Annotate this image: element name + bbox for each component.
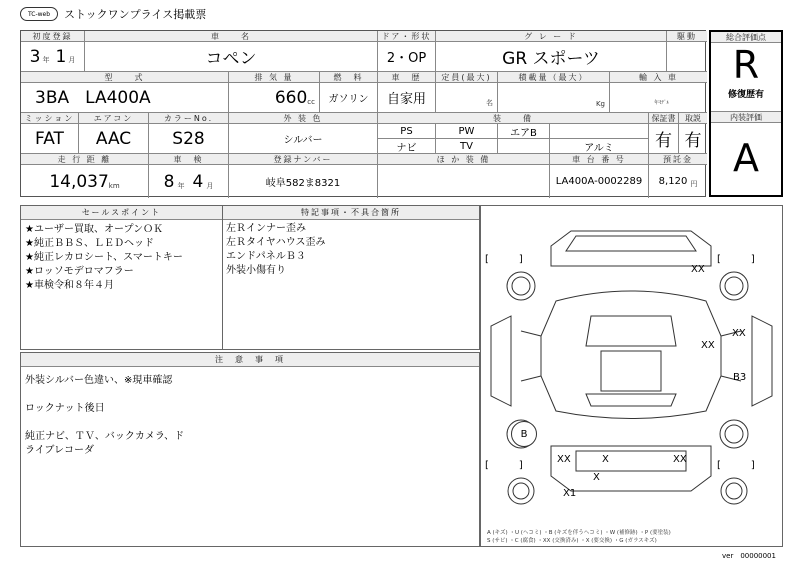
import-value: 年ﾓﾃﾞﾙ: [610, 83, 707, 113]
label-plate: 登録ナンバー: [229, 154, 378, 165]
displacement-value: 660 cc: [229, 83, 320, 113]
car-name-value: コペン: [85, 42, 378, 72]
diagram-legend-2: S (サビ) ・C (腐食) ・XX (交換済み) ・X (要交換) ・G (ガラスキズ): [487, 538, 657, 544]
sales-points-title: セールスポイント: [21, 206, 222, 220]
label-equip: 装 備: [378, 113, 649, 124]
label-mission: ミッション: [21, 113, 79, 124]
door-value: 2・OP: [378, 42, 436, 72]
deposit-value: 8,120 円: [658, 176, 698, 188]
label-first-reg: 初度登録: [21, 31, 85, 42]
damage-mark: XX: [691, 264, 705, 275]
label-load: 積載量（最大）: [498, 72, 610, 83]
total-rating-value: R: [732, 43, 760, 87]
defect-item: 外装小傷有り: [226, 265, 286, 276]
damage-mark: XX: [732, 328, 746, 339]
note-item: 純正ナビ、ＴＶ、バックカメラ、ド: [25, 431, 185, 442]
rating-box: [709, 30, 783, 197]
inspection-value: 8 年 4 月: [149, 165, 229, 198]
equip-empty1: [550, 124, 649, 139]
defect-item: 左Ｒタイヤハウス歪み: [226, 237, 326, 248]
damage-mark: X: [593, 472, 600, 483]
model-value: 3BA LA400A: [21, 83, 229, 113]
notes-title: 注 意 事 項: [21, 353, 479, 367]
sales-point: ★純正ＢＢＳ、ＬＥＤヘッド: [25, 238, 154, 249]
equip-alumi: アルミ: [550, 139, 649, 154]
defects-section: [222, 205, 480, 350]
label-fuel: 燃 料: [320, 72, 378, 83]
label-interior-rating: 内装評価: [711, 112, 781, 123]
note-item: ロックナット後日: [25, 403, 105, 414]
label-color: 外 装 色: [229, 113, 378, 124]
label-chassis: 車 台 番 号: [550, 154, 649, 165]
label-deposit: 預託金: [649, 154, 707, 165]
label-model: 型 式: [21, 72, 229, 83]
label-inspection: 車 検: [149, 154, 229, 165]
equip-tv: TV: [436, 139, 498, 154]
note-item: 外装シルバー色違い、※現車確認: [25, 375, 173, 386]
bracket-bottom-right: [ ]: [717, 460, 755, 471]
damage-diagram: [480, 205, 783, 547]
equip-pw: PW: [436, 124, 498, 139]
damage-mark: XX: [701, 340, 715, 351]
mission-value: FAT: [21, 124, 79, 154]
grade-value: GR スポーツ: [436, 42, 667, 72]
other-equip-value: [378, 165, 550, 198]
damage-mark: B3: [733, 372, 747, 383]
diagram-legend-1: A (キズ) ・U (ヘコミ) ・B (キズを伴うヘコミ) ・W (補修跡) ・P (要塗装): [487, 530, 671, 536]
first-reg-value: 3 年 1 月: [21, 42, 85, 72]
plate-value: 岐阜582ま8321: [229, 165, 378, 198]
total-rating-sub: 修復歴有: [711, 87, 781, 112]
bracket-bottom-left: [ ]: [485, 460, 523, 471]
label-aircon: エアコン: [79, 113, 149, 124]
label-import: 輸 入 車: [610, 72, 707, 83]
defect-item: エンドパネルＢ３: [226, 251, 306, 262]
color-no-value: S28: [149, 124, 229, 154]
label-manual: 取説: [679, 113, 707, 124]
sales-point: ★ユーザー買取、オープンＯＫ: [25, 224, 164, 235]
notes-section: [20, 352, 480, 547]
bracket-top-left: [ ]: [485, 254, 523, 265]
drive-value: [667, 42, 707, 72]
label-total-rating: 総合評価点: [711, 32, 781, 43]
manual-value: 有: [679, 124, 707, 154]
damage-mark: XX: [557, 454, 571, 465]
label-color-no: カラーNo.: [149, 113, 229, 124]
damage-mark: XX: [673, 454, 687, 465]
bracket-top-right: [ ]: [717, 254, 755, 265]
label-car-name: 車 名: [85, 31, 378, 42]
color-value: シルバー: [229, 124, 378, 154]
history-value: 自家用: [378, 83, 436, 113]
page-title: ストックワンプライス掲載票: [64, 8, 207, 21]
label-history: 車 歴: [378, 72, 436, 83]
label-grade: グ レ ー ド: [436, 31, 667, 42]
label-drive: 駆動: [667, 31, 707, 42]
damage-mark: X: [602, 454, 609, 465]
label-displacement: 排 気 量: [229, 72, 320, 83]
load-value: Kg: [498, 83, 610, 113]
damage-mark-circle: B: [511, 421, 537, 447]
aircon-value: AAC: [79, 124, 149, 154]
logo: TC-web: [20, 7, 58, 21]
fuel-value: ガソリン: [320, 83, 378, 113]
warranty-value: 有: [649, 124, 679, 154]
sales-point: ★ロッソモデロマフラー: [25, 266, 134, 277]
equip-ps: PS: [378, 124, 436, 139]
label-warranty: 保証書: [649, 113, 679, 124]
note-item: [25, 388, 479, 402]
defects-title: 特記事項・不具合箇所: [223, 206, 479, 220]
label-other-equip: ほ か 装 備: [378, 154, 550, 165]
chassis-value: LA400A-0002289: [550, 165, 649, 198]
sales-point: ★車検令和８年４月: [25, 280, 114, 291]
damage-mark: X1: [563, 488, 577, 499]
interior-rating-value: A: [733, 136, 759, 180]
sales-point: ★純正レカロシート、スマートキー: [25, 252, 183, 263]
vehicle-info-table: [20, 30, 706, 197]
equip-navi: ナビ: [378, 139, 436, 154]
version-label: ver 00000001: [722, 552, 776, 560]
sales-points-section: [20, 205, 223, 350]
label-capacity: 定員(最大): [436, 72, 498, 83]
mileage-value: 14,037 km: [21, 165, 149, 198]
label-mileage: 走 行 距 離: [21, 154, 149, 165]
equip-airbag: エアB: [498, 124, 550, 139]
note-item: [25, 416, 479, 430]
label-door: ドア・形状: [378, 31, 436, 42]
capacity-value: 名: [436, 83, 498, 113]
note-item: ライブレコーダ: [25, 445, 94, 456]
equip-empty2: [498, 139, 550, 154]
defect-item: 左Ｒインナー歪み: [226, 223, 306, 234]
